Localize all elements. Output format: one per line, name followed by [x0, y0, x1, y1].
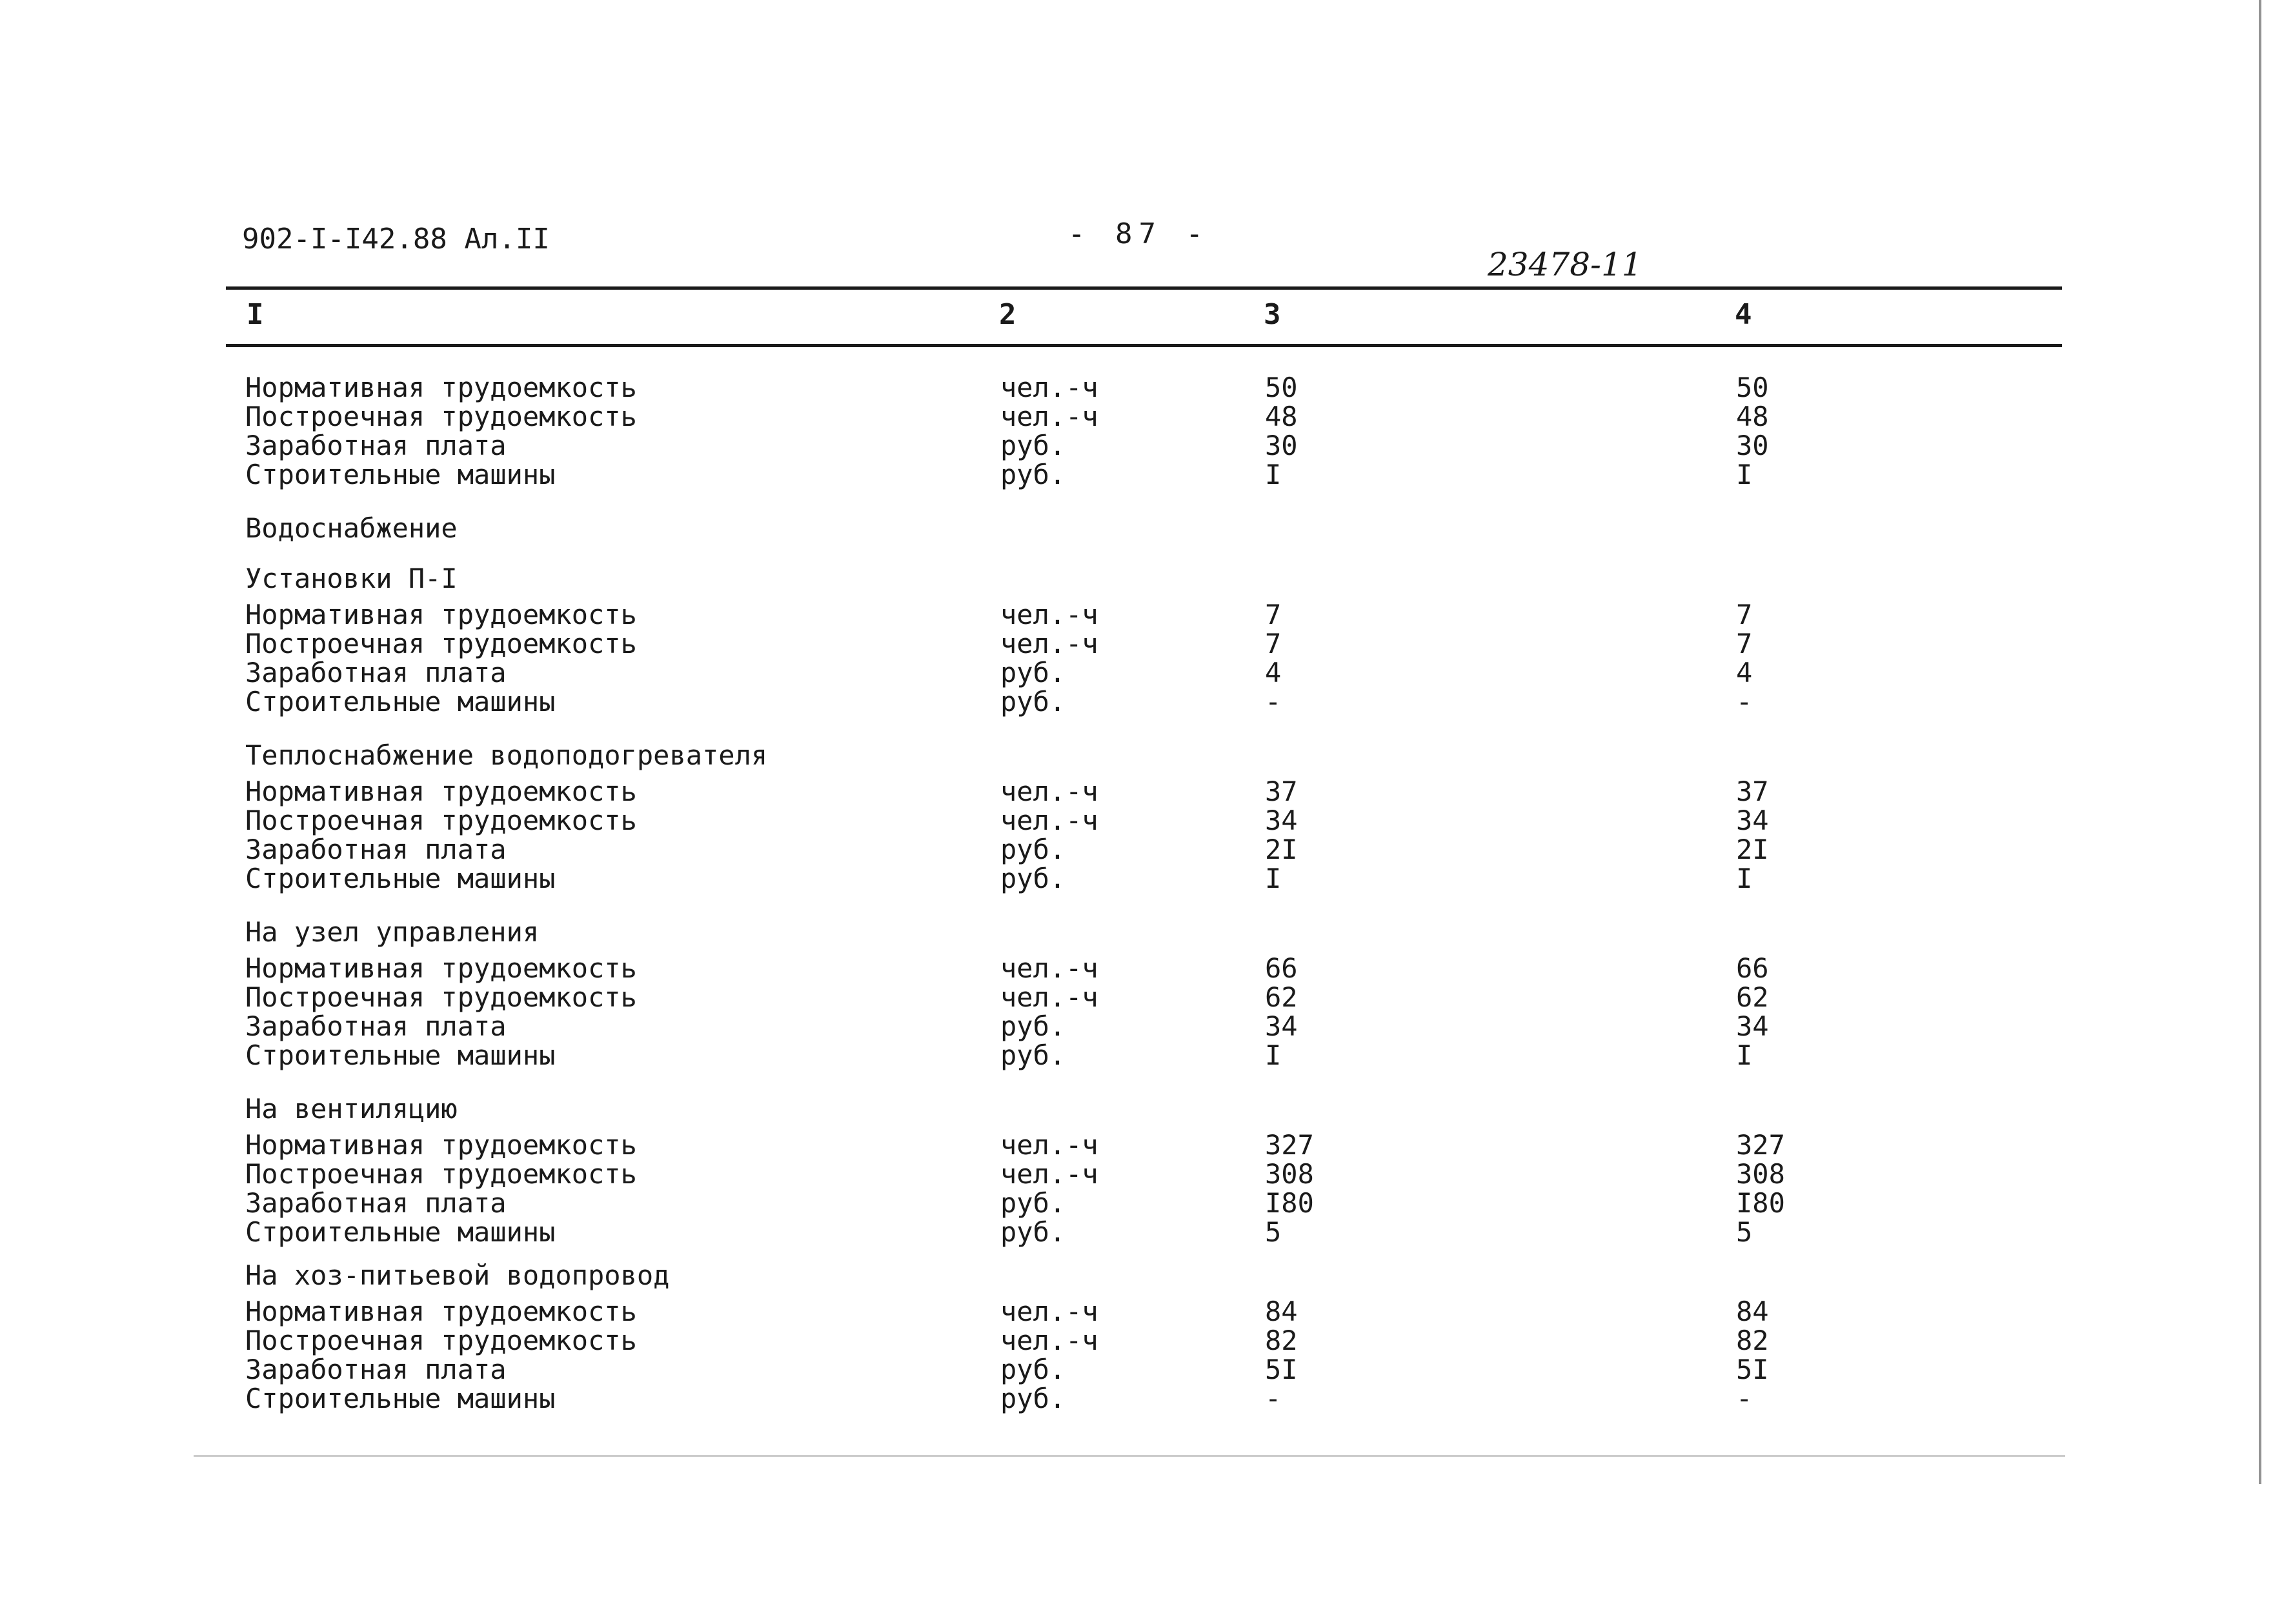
row-unit: чел.-ч — [1000, 599, 1098, 630]
row-value-col3: 82 — [1265, 1325, 1298, 1356]
row-name: Заработная плата — [245, 430, 507, 461]
row-value-col3: - — [1265, 1383, 1282, 1414]
row-value-col3: I80 — [1265, 1187, 1314, 1219]
section-title: На вентиляцию — [245, 1093, 458, 1125]
row-name: Нормативная трудоемкость — [245, 776, 637, 807]
row-unit: чел.-ч — [1000, 981, 1098, 1013]
row-unit: руб. — [1000, 1039, 1066, 1071]
row-unit: чел.-ч — [1000, 1296, 1098, 1327]
row-value-col4: 48 — [1736, 401, 1769, 432]
section-title: На хоз-питьевой водопровод — [245, 1259, 670, 1291]
row-value-col3: 327 — [1265, 1129, 1314, 1161]
row-value-col3: - — [1265, 686, 1282, 717]
table-row — [245, 1326, 2065, 1355]
table-top-rule — [226, 286, 2062, 290]
row-name: Построечная трудоемкость — [245, 1325, 637, 1356]
row-value-col4: 84 — [1736, 1296, 1769, 1327]
table-row — [245, 954, 2065, 983]
row-value-col3: 5I — [1265, 1354, 1298, 1385]
table-row — [245, 835, 2065, 864]
row-unit: руб. — [1000, 657, 1066, 688]
page-header — [242, 217, 2062, 283]
section-title: Водоснабжение — [245, 512, 458, 544]
row-value-col3: 48 — [1265, 401, 1298, 432]
table-row — [245, 431, 2065, 460]
row-value-col3: 30 — [1265, 430, 1298, 461]
doc-code: 902-I-I42.88 Ал.II — [242, 223, 550, 256]
row-name: Нормативная трудоемкость — [245, 1296, 637, 1327]
row-value-col3: 308 — [1265, 1158, 1314, 1190]
table-row — [245, 373, 2065, 402]
row-unit: руб. — [1000, 686, 1066, 717]
table-row — [245, 1159, 2065, 1188]
row-name: Построечная трудоемкость — [245, 1158, 637, 1190]
row-value-col3: I — [1265, 1039, 1282, 1071]
row-unit: чел.-ч — [1000, 401, 1098, 432]
row-value-col3: 34 — [1265, 1010, 1298, 1042]
table-header-rule — [226, 344, 2062, 347]
table-section — [245, 911, 2065, 1070]
bottom-edge-line — [194, 1455, 2065, 1457]
page-edge-shadow — [2259, 0, 2261, 1484]
row-unit: чел.-ч — [1000, 1158, 1098, 1190]
table-row — [245, 460, 2065, 489]
row-unit: руб. — [1000, 863, 1066, 894]
row-value-col4: I — [1736, 863, 1753, 894]
row-name: Нормативная трудоемкость — [245, 372, 637, 403]
page-number: - 87 - — [1068, 217, 1209, 250]
row-value-col4: - — [1736, 1383, 1753, 1414]
row-value-col3: 4 — [1265, 657, 1282, 688]
section-gap — [245, 550, 2065, 557]
row-unit: руб. — [1000, 430, 1066, 461]
table-row — [245, 1012, 2065, 1041]
section-gap — [245, 489, 2065, 507]
row-value-col4: I — [1736, 1039, 1753, 1071]
row-name: Построечная трудоемкость — [245, 805, 637, 836]
table-section — [245, 734, 2065, 893]
section-gap — [245, 1413, 2065, 1431]
table-section — [245, 1088, 2065, 1247]
table-row — [245, 1355, 2065, 1384]
row-unit: чел.-ч — [1000, 776, 1098, 807]
row-value-col3: 34 — [1265, 805, 1298, 836]
row-value-col4: 7 — [1736, 599, 1753, 630]
row-unit: чел.-ч — [1000, 952, 1098, 984]
row-name: Строительные машины — [245, 1039, 556, 1071]
row-name: Нормативная трудоемкость — [245, 952, 637, 984]
row-value-col3: 84 — [1265, 1296, 1298, 1327]
column-header-3: 3 — [1264, 298, 1281, 331]
section-title: Установки П-I — [245, 563, 458, 594]
row-name: Нормативная трудоемкость — [245, 599, 637, 630]
section-title: На узел управления — [245, 916, 540, 948]
table-body — [245, 373, 2065, 1431]
row-name: Заработная плата — [245, 1354, 507, 1385]
row-name: Заработная плата — [245, 1187, 507, 1219]
section-title: Теплоснабжение водоподогревателя — [245, 739, 768, 771]
row-value-col4: I80 — [1736, 1187, 1785, 1219]
row-value-col4: 7 — [1736, 628, 1753, 659]
table-section — [245, 507, 2065, 550]
row-unit: чел.-ч — [1000, 372, 1098, 403]
table-section — [245, 373, 2065, 489]
handwritten-stamp: 23478-11 — [1488, 246, 1642, 283]
row-unit: руб. — [1000, 1354, 1066, 1385]
table-row — [245, 1041, 2065, 1070]
table-row — [245, 1188, 2065, 1218]
row-name: Заработная плата — [245, 834, 507, 865]
row-name: Построечная трудоемкость — [245, 628, 637, 659]
section-gap — [245, 716, 2065, 734]
table-row — [245, 600, 2065, 629]
row-unit: руб. — [1000, 1383, 1066, 1414]
row-value-col4: 34 — [1736, 805, 1769, 836]
table-row — [245, 687, 2065, 716]
row-value-col4: 37 — [1736, 776, 1769, 807]
row-unit: чел.-ч — [1000, 628, 1098, 659]
row-value-col3: 37 — [1265, 776, 1298, 807]
row-value-col4: 62 — [1736, 981, 1769, 1013]
row-value-col3: 50 — [1265, 372, 1298, 403]
row-name: Строительные машины — [245, 686, 556, 717]
section-gap — [245, 1070, 2065, 1088]
row-name: Строительные машины — [245, 863, 556, 894]
table-row — [245, 402, 2065, 431]
row-name: Построечная трудоемкость — [245, 981, 637, 1013]
table-row — [245, 629, 2065, 658]
row-unit: руб. — [1000, 1010, 1066, 1042]
row-name: Заработная плата — [245, 1010, 507, 1042]
row-name: Построечная трудоемкость — [245, 401, 637, 432]
row-value-col4: 5 — [1736, 1216, 1753, 1248]
row-value-col3: I — [1265, 459, 1282, 490]
row-value-col4: 66 — [1736, 952, 1769, 984]
row-name: Строительные машины — [245, 1216, 556, 1248]
table-section — [245, 1254, 2065, 1413]
row-value-col4: 30 — [1736, 430, 1769, 461]
table-row — [245, 806, 2065, 835]
row-value-col3: 7 — [1265, 599, 1282, 630]
row-value-col3: I — [1265, 863, 1282, 894]
table-section — [245, 557, 2065, 716]
column-header-2: 2 — [999, 298, 1016, 331]
row-value-col4: 327 — [1736, 1129, 1785, 1161]
row-unit: руб. — [1000, 1216, 1066, 1248]
row-value-col4: 34 — [1736, 1010, 1769, 1042]
table-row — [245, 1130, 2065, 1159]
table-row — [245, 777, 2065, 806]
section-gap — [245, 893, 2065, 911]
row-value-col4: 2I — [1736, 834, 1769, 865]
row-value-col3: 66 — [1265, 952, 1298, 984]
row-unit: чел.-ч — [1000, 1129, 1098, 1161]
row-value-col4: 5I — [1736, 1354, 1769, 1385]
table-row — [245, 1297, 2065, 1326]
row-name: Заработная плата — [245, 657, 507, 688]
row-value-col3: 62 — [1265, 981, 1298, 1013]
row-name: Строительные машины — [245, 459, 556, 490]
row-unit: руб. — [1000, 459, 1066, 490]
row-value-col4: - — [1736, 686, 1753, 717]
row-value-col4: 308 — [1736, 1158, 1785, 1190]
row-value-col4: 4 — [1736, 657, 1753, 688]
row-unit: чел.-ч — [1000, 1325, 1098, 1356]
row-unit: чел.-ч — [1000, 805, 1098, 836]
table-row — [245, 983, 2065, 1012]
row-value-col3: 2I — [1265, 834, 1298, 865]
table-row — [245, 864, 2065, 893]
table-row — [245, 1384, 2065, 1413]
row-value-col3: 7 — [1265, 628, 1282, 659]
row-value-col4: 82 — [1736, 1325, 1769, 1356]
row-value-col4: I — [1736, 459, 1753, 490]
row-value-col3: 5 — [1265, 1216, 1282, 1248]
table-row — [245, 1218, 2065, 1247]
row-value-col4: 50 — [1736, 372, 1769, 403]
row-name: Строительные машины — [245, 1383, 556, 1414]
table-row — [245, 658, 2065, 687]
column-header-4: 4 — [1735, 298, 1752, 331]
row-unit: руб. — [1000, 1187, 1066, 1219]
row-name: Нормативная трудоемкость — [245, 1129, 637, 1161]
row-unit: руб. — [1000, 834, 1066, 865]
column-header-1: I — [247, 298, 264, 331]
